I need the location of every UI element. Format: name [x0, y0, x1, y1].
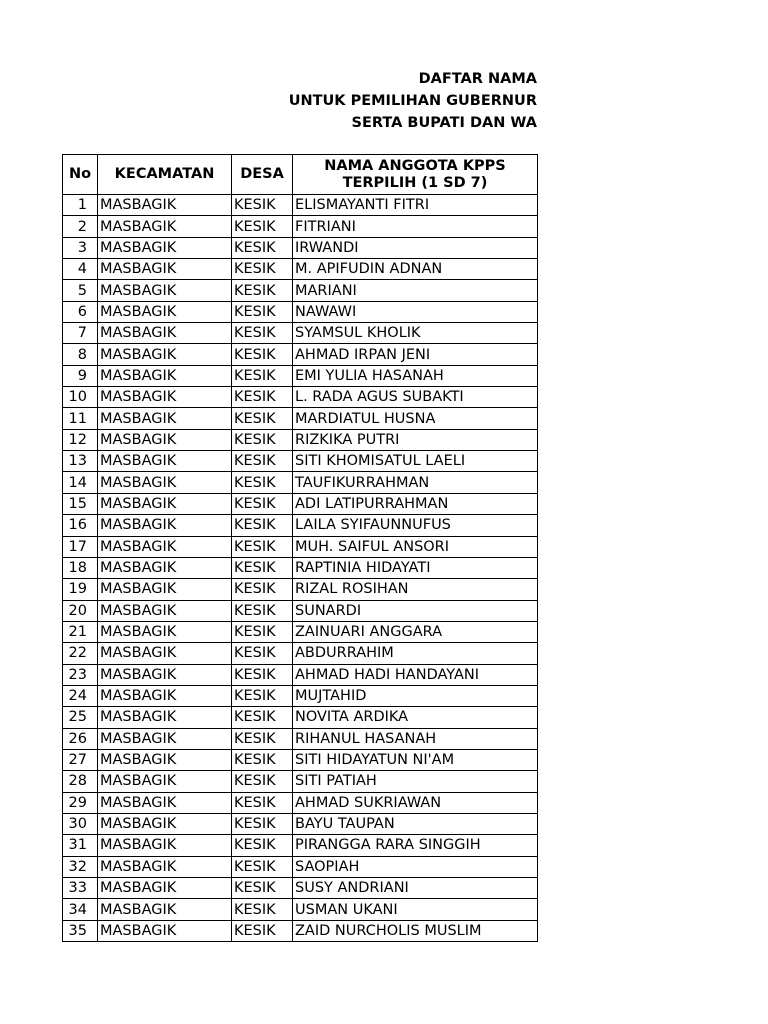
cell-kecamatan: MASBAGIK [98, 301, 232, 322]
cell-no: 12 [63, 429, 98, 450]
header-nama-anggota [293, 155, 538, 195]
cell-kecamatan: MASBAGIK [98, 728, 232, 749]
table-row [63, 557, 538, 578]
cell-kecamatan: MASBAGIK [98, 600, 232, 621]
cell-no: 5 [63, 280, 98, 301]
table-row [63, 344, 538, 365]
cell-nama: AHMAD SUKRIAWAN [293, 792, 538, 813]
cell-no: 25 [63, 707, 98, 728]
cell-desa: KESIK [232, 664, 293, 685]
cell-desa: KESIK [232, 259, 293, 280]
cell-kecamatan: MASBAGIK [98, 493, 232, 514]
cell-no: 35 [63, 920, 98, 941]
table-row [63, 621, 538, 642]
cell-kecamatan: MASBAGIK [98, 920, 232, 941]
cell-desa: KESIK [232, 301, 293, 322]
cell-nama: SUNARDI [293, 600, 538, 621]
cell-nama: SITI KHOMISATUL LAELI [293, 451, 538, 472]
cell-kecamatan: MASBAGIK [98, 387, 232, 408]
cell-nama: SITI PATIAH [293, 771, 538, 792]
cell-kecamatan: MASBAGIK [98, 664, 232, 685]
cell-desa: KESIK [232, 792, 293, 813]
cell-kecamatan: MASBAGIK [98, 237, 232, 258]
cell-no: 8 [63, 344, 98, 365]
cell-nama: EMI YULIA HASANAH [293, 365, 538, 386]
table-row [63, 600, 538, 621]
cell-desa: KESIK [232, 920, 293, 941]
cell-kecamatan: MASBAGIK [98, 472, 232, 493]
table-row [63, 301, 538, 322]
cell-no: 32 [63, 856, 98, 877]
cell-nama: RAPTINIA HIDAYATI [293, 557, 538, 578]
cell-kecamatan: MASBAGIK [98, 536, 232, 557]
cell-no: 11 [63, 408, 98, 429]
cell-desa: KESIK [232, 365, 293, 386]
table-row [63, 835, 538, 856]
cell-desa: KESIK [232, 557, 293, 578]
table-row [63, 749, 538, 770]
cell-nama: MARDIATUL HUSNA [293, 408, 538, 429]
cell-nama: M. APIFUDIN ADNAN [293, 259, 538, 280]
table-row [63, 387, 538, 408]
cell-desa: KESIK [232, 536, 293, 557]
cell-no: 17 [63, 536, 98, 557]
table-row [63, 878, 538, 899]
cell-no: 20 [63, 600, 98, 621]
cell-desa: KESIK [232, 451, 293, 472]
cell-kecamatan: MASBAGIK [98, 792, 232, 813]
cell-kecamatan: MASBAGIK [98, 259, 232, 280]
cell-no: 31 [63, 835, 98, 856]
cell-desa: KESIK [232, 280, 293, 301]
table-row [63, 899, 538, 920]
cell-nama: NAWAWI [293, 301, 538, 322]
table-row [63, 920, 538, 941]
table-row [63, 664, 538, 685]
cell-no: 4 [63, 259, 98, 280]
cell-kecamatan: MASBAGIK [98, 408, 232, 429]
cell-nama: SITI HIDAYATUN NI'AM [293, 749, 538, 770]
cell-kecamatan: MASBAGIK [98, 813, 232, 834]
cell-nama: TAUFIKURRAHMAN [293, 472, 538, 493]
table-row [63, 536, 538, 557]
cell-no: 3 [63, 237, 98, 258]
cell-desa: KESIK [232, 237, 293, 258]
cell-no: 15 [63, 493, 98, 514]
table-row [63, 643, 538, 664]
cell-kecamatan: MASBAGIK [98, 749, 232, 770]
cell-kecamatan: MASBAGIK [98, 280, 232, 301]
cell-no: 16 [63, 515, 98, 536]
cell-nama: AHMAD IRPAN JENI [293, 344, 538, 365]
table-row [63, 408, 538, 429]
cell-no: 26 [63, 728, 98, 749]
title-line-1: DAFTAR NAMA [418, 71, 537, 87]
table-body [63, 195, 538, 942]
cell-no: 30 [63, 813, 98, 834]
cell-kecamatan: MASBAGIK [98, 643, 232, 664]
table-row [63, 216, 538, 237]
cell-desa: KESIK [232, 643, 293, 664]
cell-desa: KESIK [232, 515, 293, 536]
table-row [63, 856, 538, 877]
table-row [63, 515, 538, 536]
cell-kecamatan: MASBAGIK [98, 429, 232, 450]
cell-kecamatan: MASBAGIK [98, 579, 232, 600]
cell-no: 1 [63, 195, 98, 216]
cell-nama: ELISMAYANTI FITRI [293, 195, 538, 216]
cell-kecamatan: MASBAGIK [98, 856, 232, 877]
cell-nama: RIZAL ROSIHAN [293, 579, 538, 600]
cell-desa: KESIK [232, 835, 293, 856]
cell-nama: MUJTAHID [293, 685, 538, 706]
cell-nama: NOVITA ARDIKA [293, 707, 538, 728]
cell-kecamatan: MASBAGIK [98, 344, 232, 365]
cell-desa: KESIK [232, 813, 293, 834]
cell-nama: USMAN UKANI [293, 899, 538, 920]
cell-nama: SAOPIAH [293, 856, 538, 877]
cell-desa: KESIK [232, 493, 293, 514]
cell-no: 29 [63, 792, 98, 813]
cell-no: 33 [63, 878, 98, 899]
table-row [63, 685, 538, 706]
cell-nama: FITRIANI [293, 216, 538, 237]
cell-nama: RIHANUL HASANAH [293, 728, 538, 749]
cell-desa: KESIK [232, 728, 293, 749]
cell-kecamatan: MASBAGIK [98, 771, 232, 792]
cell-no: 6 [63, 301, 98, 322]
cell-desa: KESIK [232, 878, 293, 899]
cell-nama: AHMAD HADI HANDAYANI [293, 664, 538, 685]
cell-desa: KESIK [232, 749, 293, 770]
cell-no: 18 [63, 557, 98, 578]
cell-nama: L. RADA AGUS SUBAKTI [293, 387, 538, 408]
table-row [63, 429, 538, 450]
cell-no: 2 [63, 216, 98, 237]
cell-kecamatan: MASBAGIK [98, 365, 232, 386]
cell-nama: LAILA SYIFAUNNUFUS [293, 515, 538, 536]
table-row [63, 707, 538, 728]
table-row [63, 728, 538, 749]
cell-kecamatan: MASBAGIK [98, 685, 232, 706]
cell-nama: RIZKIKA PUTRI [293, 429, 538, 450]
header-kecamatan: KECAMATAN [98, 155, 232, 195]
table-row [63, 259, 538, 280]
cell-desa: KESIK [232, 856, 293, 877]
cell-no: 19 [63, 579, 98, 600]
cell-desa: KESIK [232, 323, 293, 344]
cell-desa: KESIK [232, 621, 293, 642]
cell-no: 9 [63, 365, 98, 386]
kpps-member-table [62, 154, 538, 942]
cell-nama: ZAID NURCHOLIS MUSLIM [293, 920, 538, 941]
cell-desa: KESIK [232, 216, 293, 237]
cell-nama: BAYU TAUPAN [293, 813, 538, 834]
table-row [63, 771, 538, 792]
table-row [63, 323, 538, 344]
cell-desa: KESIK [232, 899, 293, 920]
cell-no: 23 [63, 664, 98, 685]
cell-desa: KESIK [232, 579, 293, 600]
cell-nama: PIRANGGA RARA SINGGIH [293, 835, 538, 856]
cell-desa: KESIK [232, 771, 293, 792]
cell-no: 24 [63, 685, 98, 706]
title-line-2: UNTUK PEMILIHAN GUBERNUR [288, 93, 537, 109]
cell-kecamatan: MASBAGIK [98, 557, 232, 578]
cell-no: 34 [63, 899, 98, 920]
header-nama-line-2: TERPILIH (1 SD 7) [342, 174, 488, 191]
table-row [63, 237, 538, 258]
header-nama-line-1: NAMA ANGGOTA KPPS [324, 157, 506, 174]
cell-no: 14 [63, 472, 98, 493]
table-row [63, 280, 538, 301]
cell-kecamatan: MASBAGIK [98, 323, 232, 344]
cell-kecamatan: MASBAGIK [98, 195, 232, 216]
cell-kecamatan: MASBAGIK [98, 451, 232, 472]
title-line-3: SERTA BUPATI DAN WA [351, 115, 537, 131]
table-row [63, 813, 538, 834]
cell-desa: KESIK [232, 707, 293, 728]
table-header-row [63, 155, 538, 195]
cell-desa: KESIK [232, 408, 293, 429]
cell-nama: SUSY ANDRIANI [293, 878, 538, 899]
cell-desa: KESIK [232, 429, 293, 450]
cell-kecamatan: MASBAGIK [98, 707, 232, 728]
cell-no: 7 [63, 323, 98, 344]
cell-kecamatan: MASBAGIK [98, 216, 232, 237]
table-row [63, 195, 538, 216]
table-row [63, 493, 538, 514]
table-row [63, 792, 538, 813]
cell-desa: KESIK [232, 685, 293, 706]
cell-kecamatan: MASBAGIK [98, 835, 232, 856]
cell-no: 13 [63, 451, 98, 472]
cell-no: 27 [63, 749, 98, 770]
cell-nama: ZAINUARI ANGGARA [293, 621, 538, 642]
cell-no: 28 [63, 771, 98, 792]
cell-kecamatan: MASBAGIK [98, 515, 232, 536]
header-no: No [63, 155, 98, 195]
cell-nama: ADI LATIPURRAHMAN [293, 493, 538, 514]
cell-no: 21 [63, 621, 98, 642]
table-row [63, 472, 538, 493]
cell-no: 10 [63, 387, 98, 408]
cell-no: 22 [63, 643, 98, 664]
cell-kecamatan: MASBAGIK [98, 621, 232, 642]
cell-kecamatan: MASBAGIK [98, 899, 232, 920]
cell-nama: ABDURRAHIM [293, 643, 538, 664]
cell-nama: MARIANI [293, 280, 538, 301]
table-row [63, 579, 538, 600]
cell-desa: KESIK [232, 472, 293, 493]
cell-desa: KESIK [232, 387, 293, 408]
table-row [63, 451, 538, 472]
cell-kecamatan: MASBAGIK [98, 878, 232, 899]
header-desa: DESA [232, 155, 293, 195]
table-row [63, 365, 538, 386]
cell-desa: KESIK [232, 195, 293, 216]
cell-nama: MUH. SAIFUL ANSORI [293, 536, 538, 557]
cell-nama: SYAMSUL KHOLIK [293, 323, 538, 344]
cell-desa: KESIK [232, 344, 293, 365]
cell-nama: IRWANDI [293, 237, 538, 258]
cell-desa: KESIK [232, 600, 293, 621]
